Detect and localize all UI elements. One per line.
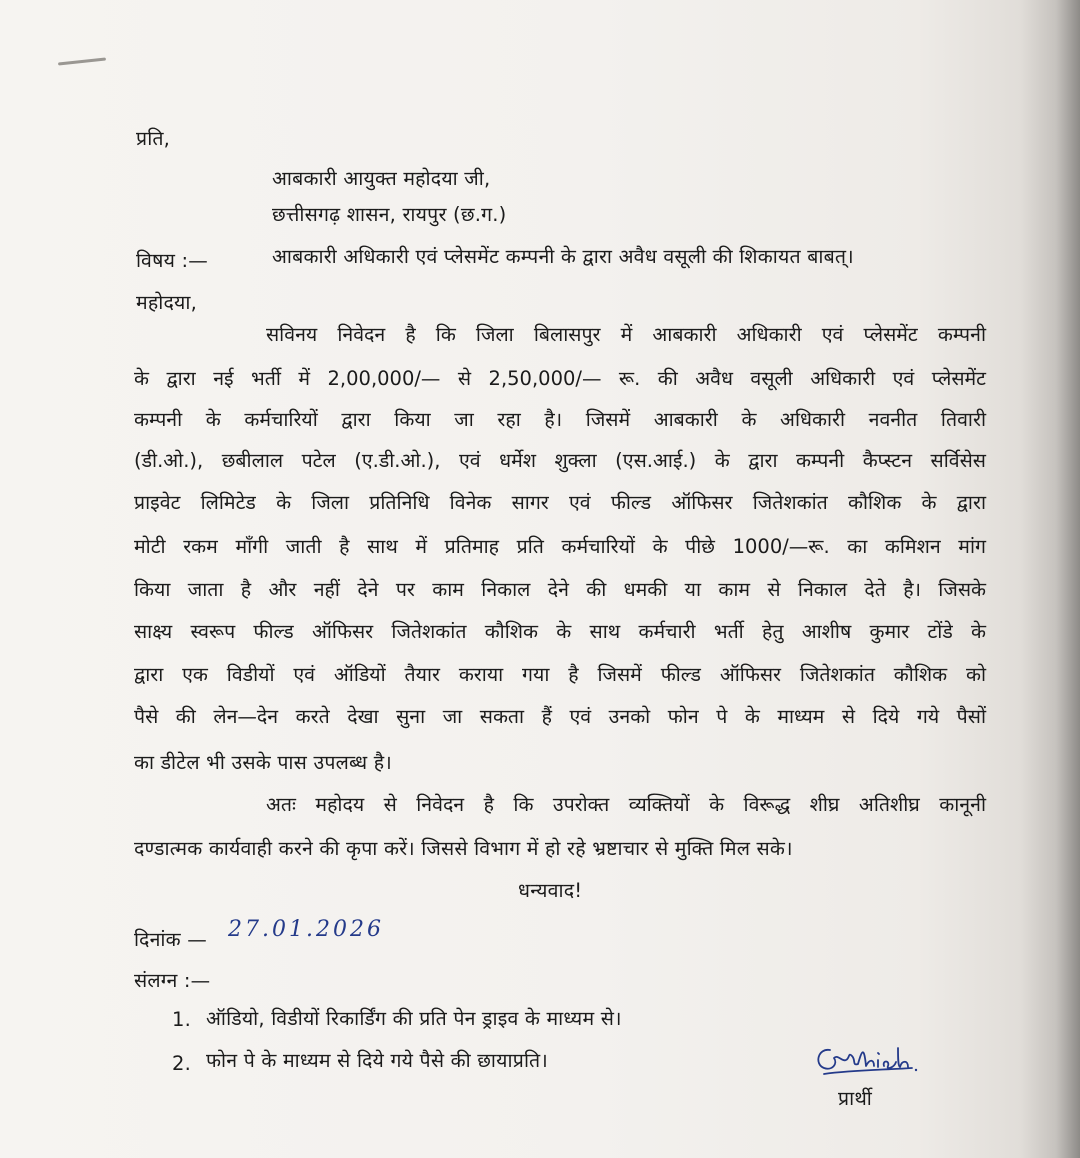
enclosure-number: 2. — [172, 1052, 192, 1075]
body-line: मोटी रकम माँगी जाती है साथ में प्रतिमाह प्रति कर्मचारियों के पीछे 1000/—रू. का कमिशन मांग — [134, 535, 986, 558]
enclosure-item: फोन पे के माध्यम से दिये गये पैसे की छायाप्रति। — [206, 1049, 548, 1072]
to-label: प्रति, — [136, 127, 171, 150]
page-shadow — [1020, 0, 1080, 1158]
subject-label: विषय :— — [136, 249, 208, 272]
date-handwritten: 27.01.2026 — [228, 917, 384, 942]
salutation: महोदया, — [136, 291, 197, 314]
body-line: प्राइवेट लिमिटेड के जिला प्रतिनिधि विनेक सागर एवं फील्ड ऑफिसर जितेशकांत कौशिक के द्वारा — [134, 491, 987, 514]
body-line: साक्ष्य स्वरूप फील्ड ऑफिसर जितेशकांत कौशिक के साथ कर्मचारी भर्ती हेतु आशीष कुमार टोंडे के — [134, 620, 986, 643]
body-line: कम्पनी के कर्मचारियों द्वारा किया जा रहा है। जिसमें आबकारी के अधिकारी नवनीत तिवारी — [134, 408, 986, 431]
signature-image — [812, 1040, 922, 1080]
subject-text: आबकारी अधिकारी एवं प्लेसमेंट कम्पनी के द्वारा अवैध वसूली की शिकायत बाबत्। — [272, 245, 854, 268]
body-line: अतः महोदय से निवेदन है कि उपरोक्त व्यक्तियों के विरूद्ध शीघ्र अतिशीघ्र कानूनी — [266, 793, 986, 816]
body-line: सविनय निवेदन है कि जिला बिलासपुर में आबकारी अधिकारी एवं प्लेसमेंट कम्पनी — [266, 323, 986, 346]
body-line: के द्वारा नई भर्ती में 2,00,000/— से 2,50,000/— रू. की अवैध वसूली अधिकारी एवं प्लेसमेंट — [134, 367, 986, 390]
body-line: किया जाता है और नहीं देने पर काम निकाल देने की धमकी या काम से निकाल देते है। जिसके — [134, 578, 986, 601]
recipient-line-2: छत्तीसगढ़ शासन, रायपुर (छ.ग.) — [272, 203, 507, 226]
enclosure-label: संलग्न :— — [134, 969, 211, 992]
body-line: (डी.ओ.), छबीलाल पटेल (ए.डी.ओ.), एवं धर्मेश शुक्ला (एस.आई.) के द्वारा कम्पनी कैप्स्टन सर्विसेस — [134, 449, 986, 472]
body-line: द्वारा एक विडीयों एवं ऑडियों तैयार कराया गया है जिसमें फील्ड ऑफिसर जितेशकांत कौशिक को — [134, 663, 986, 686]
paper-mark — [58, 57, 106, 65]
body-line-last: का डीटेल भी उसके पास उपलब्ध है। — [134, 751, 392, 774]
enclosure-item: ऑडियो, विडीयों रिकार्डिंग की प्रति पेन ड्राइव के माध्यम से। — [206, 1007, 622, 1030]
date-label: दिनांक — — [134, 928, 207, 951]
closing: धन्यवाद! — [518, 879, 583, 902]
recipient-line-1: आबकारी आयुक्त महोदया जी, — [272, 167, 491, 190]
body-line: दण्डात्मक कार्यवाही करने की कृपा करें। जिससे विभाग में हो रहे भ्रष्टाचार से मुक्ति मिल सके। — [134, 837, 793, 860]
body-line: पैसे की लेन—देन करते देखा सुना जा सकता हैं एवं उनको फोन पे के माध्यम से दिये गये पैसों — [134, 705, 986, 728]
signatory-label: प्रार्थी — [838, 1087, 873, 1110]
enclosure-number: 1. — [172, 1008, 192, 1031]
